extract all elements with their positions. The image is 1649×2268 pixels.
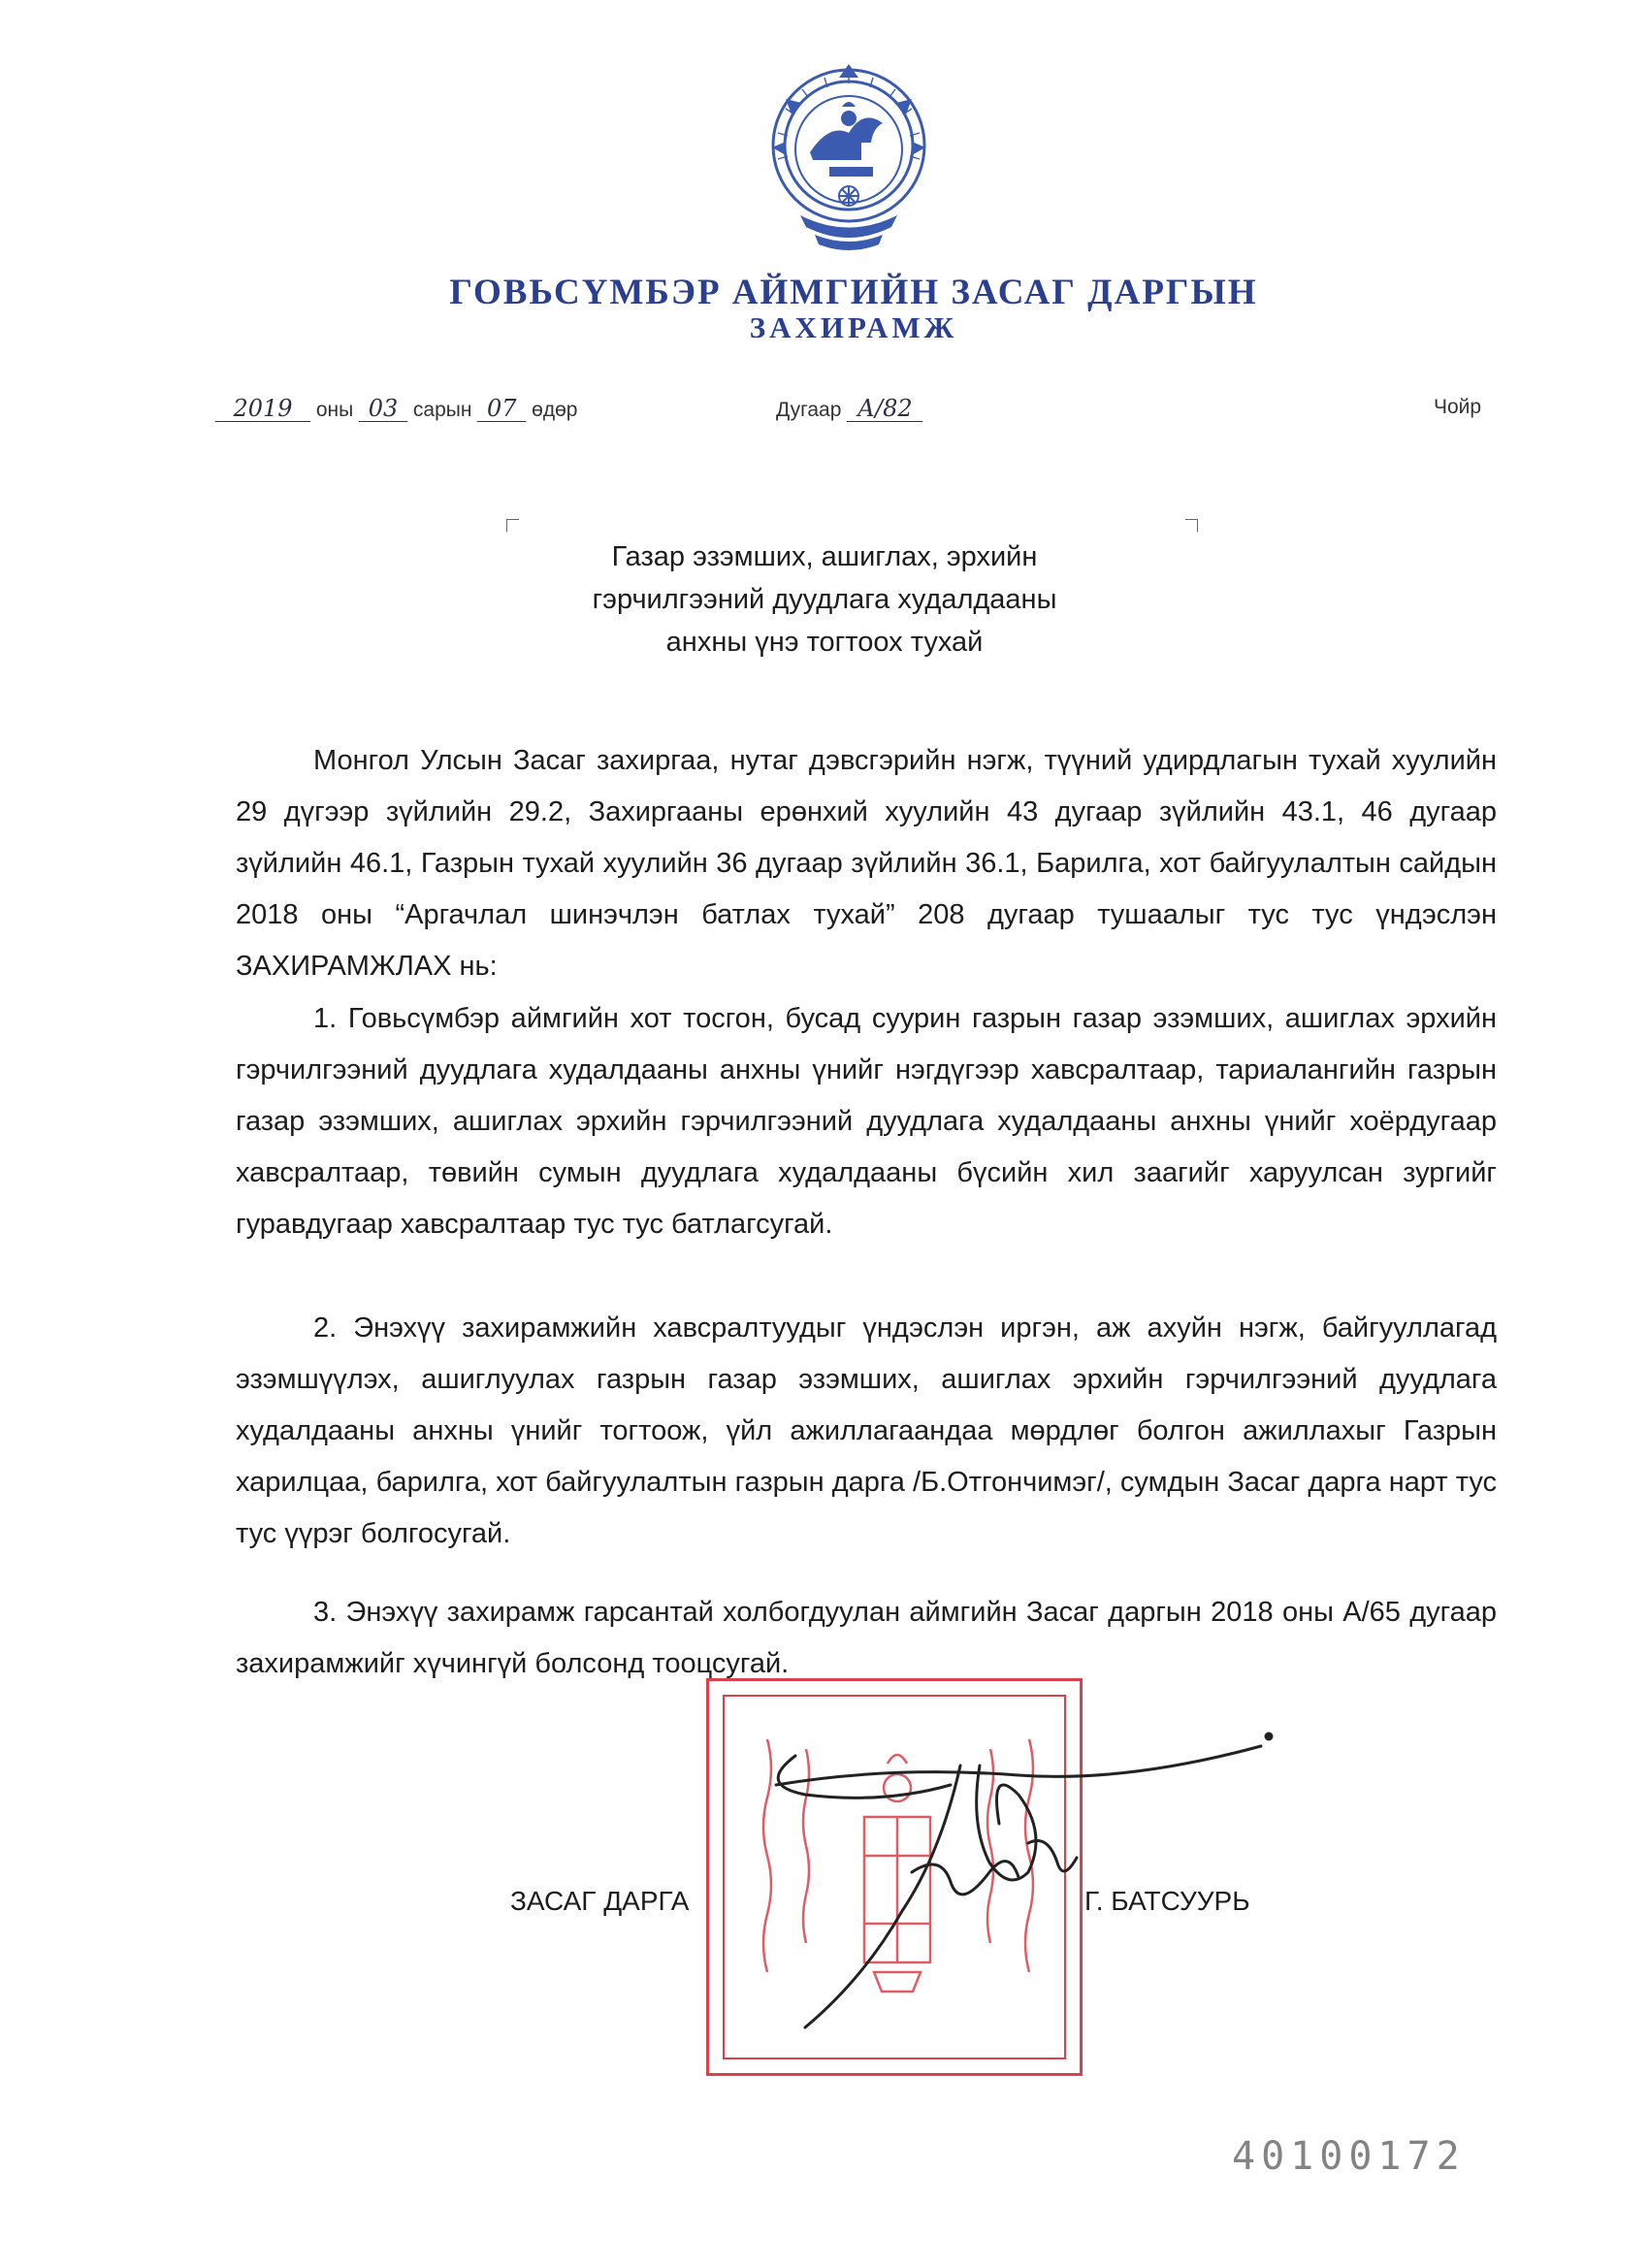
place-label: Чойр	[1434, 396, 1482, 418]
issuer-title: ГОВЬСҮМБЭР АЙМГИЙН ЗАСАГ ДАРГЫН	[449, 273, 1258, 312]
date-month-suffix: сарын	[412, 399, 472, 421]
document-type-title: ЗАХИРАМЖ	[749, 310, 958, 344]
date-day: 07	[477, 396, 526, 422]
number-label: Дугаар	[776, 399, 842, 421]
subject-bracket-right	[1185, 519, 1198, 532]
date-year-suffix: оны	[315, 399, 354, 421]
subject-line-2: гэрчилгээний дуудлага худалдааны	[592, 584, 1057, 615]
date-year: 2019	[215, 396, 310, 422]
signatory-position: ЗАСАГ ДАРГА	[510, 1886, 690, 1916]
preamble-paragraph: Монгол Улсын Засаг захиргаа, нутаг дэвсгэрийн нэгж, түүний удирдлагын тухай хуулийн 29 дүгээр зүйлийн 29.2, Захиргааны ерөнхий хуулийн 43 дугаар зүйлийн 43.1, 46 дугаар зүйлийн 46.1, Газрын тухай хуулийн 36 дугаар зүйлийн 36.1, Барилга, хот байгуулалтын сайдын 2018 оны “Аргачлал шинэчлэн батлах тухай” 208 дугаар тушаалыг тус тус үндэслэн ЗАХИРАМЖЛАХ нь:	[236, 745, 1497, 982]
number-value: А/82	[847, 396, 922, 422]
date-line	[215, 396, 577, 422]
document-serial-number: 40100172	[1232, 2134, 1466, 2179]
subject-line-1: Газар эзэмших, ашиглах, эрхийн	[611, 541, 1038, 572]
date-day-suffix: өдөр	[532, 399, 578, 421]
number-line	[776, 396, 922, 422]
subject-bracket-left	[506, 519, 519, 532]
order-item-2: 2. Энэхүү захирамжийн хавсралтуудыг үндэслэн иргэн, аж ахуйн нэгж, байгууллагад эзэмшүүлэх, ашиглуулах газрын газар эзэмших, ашиглах эрхийн гэрчилгээний дуудлага худалдааны анхны үнийг тогтоож, үйл ажиллагаандаа мөрдлөг болгон ажиллахыг Газрын харилцаа, барилга, хот байгуулалтын газрын дарга /Б.Отгончимэг/, сумдын Засаг дарга нарт тус тус үүрэг болгосугай.	[236, 1312, 1497, 1549]
date-month: 03	[359, 396, 407, 422]
signatory-name: Г. БАТСУУРЬ	[1084, 1886, 1250, 1916]
order-item-3: 3. Энэхүү захирамж гарсантай холбогдуулан аймгийн Засаг даргын 2018 оны А/65 дугаар захирамжийг хүчингүй болсонд тооцсугай.	[236, 1597, 1497, 1679]
order-item-1: 1. Говьсүмбэр аймгийн хот тосгон, бусад суурин газрын газар эзэмших, ашиглах эрхийн гэрчилгээний дуудлага худалдааны анхны үнийг нэгдүгээр хавсралтаар, тариалангийн газрын газар эзэмших, ашиглах эрхийн гэрчилгээний дуудлага худалдааны анхны үнийг хоёрдугаар хавсралтаар, төвийн сумын дуудлага худалдааны бүсийн хил заагийг харуулсан зургийг гуравдугаар хавсралтаар тус тус батлагсугай.	[236, 1003, 1497, 1240]
state-emblem-icon	[757, 60, 941, 254]
subject-line-3: анхны үнэ тогтоох тухай	[665, 627, 984, 658]
